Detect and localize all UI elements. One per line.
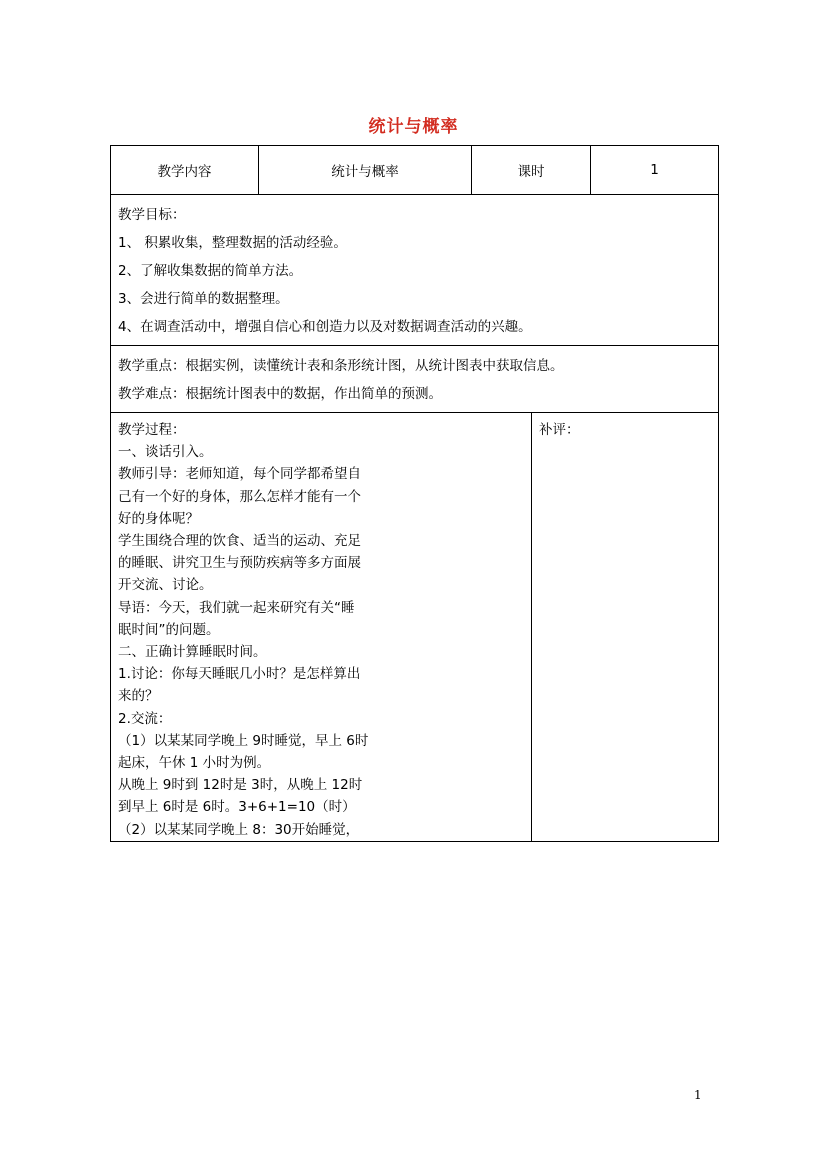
process-cell	[111, 413, 532, 842]
content-label-cell	[111, 146, 259, 195]
process-line: 来的？	[118, 688, 159, 705]
process-line: 教学过程：	[118, 422, 186, 438]
objective-item: 2、了解收集数据的简单方法。	[118, 263, 303, 279]
process-line: 己有一个好的身体，那么怎样才能有一个	[118, 488, 361, 505]
period-label: 课时	[517, 164, 545, 180]
page-title: 统计与概率	[368, 117, 459, 137]
process-line: 2.交流：	[118, 710, 172, 727]
objective-item: 1、 积累收集，整理数据的活动经验。	[118, 235, 347, 251]
content-value-cell	[259, 146, 472, 195]
process-row	[111, 413, 719, 842]
process-line: 起床，午休 1 小时为例。	[118, 755, 271, 772]
process-line: 好的身体呢？	[118, 510, 199, 527]
header-row	[111, 146, 719, 195]
objectives-cell	[111, 195, 719, 346]
process-line: 的睡眠、讲究卫生与预防疾病等多方面展	[118, 555, 361, 572]
key-point: 教学重点：根据实例，读懂统计表和条形统计图，从统计图表中获取信息。	[118, 358, 564, 374]
objective-item: 3、会进行简单的数据整理。	[118, 291, 289, 307]
comment-heading: 补评：	[539, 422, 580, 438]
process-line: 一、谈话引入。	[118, 444, 213, 461]
lesson-plan-table	[110, 145, 719, 842]
period-value: 1	[650, 162, 659, 178]
process-line: 从晚上 9时到 12时是 3时，从晚上 12时	[118, 777, 363, 794]
period-value-cell	[591, 146, 719, 195]
process-line: 导语：今天，我们就一起来研究有关“睡	[118, 599, 355, 616]
content-value: 统计与概率	[331, 164, 399, 180]
process-line: 到早上 6时是 6时。3+6+1=10（时）	[118, 799, 356, 816]
process-line: 1.讨论：你每天睡眠几小时？是怎样算出	[118, 666, 361, 683]
process-line: （2）以某某同学晚上 8：30开始睡觉，	[118, 821, 360, 838]
process-line: 教师引导：老师知道，每个同学都希望自	[118, 466, 361, 483]
content-label: 教学内容	[157, 164, 212, 180]
objective-item: 4、在调查活动中，增强自信心和创造力以及对数据调查活动的兴趣。	[118, 319, 532, 335]
process-line: （1）以某某同学晚上 9时睡觉，早上 6时	[118, 732, 369, 749]
process-line: 眠时间”的问题。	[118, 621, 220, 638]
focus-row	[111, 346, 719, 413]
period-label-cell	[472, 146, 591, 195]
process-line: 二、正确计算睡眠时间。	[118, 644, 267, 661]
objectives-heading: 教学目标：	[118, 207, 186, 223]
process-line: 学生围绕合理的饮食、适当的运动、充足	[118, 533, 361, 550]
process-line: 开交流、讨论。	[118, 577, 213, 594]
difficulty-point: 教学难点：根据统计图表中的数据，作出简单的预测。	[118, 386, 442, 402]
objectives-row	[111, 195, 719, 346]
focus-cell	[111, 346, 719, 413]
page-number: 1	[694, 1088, 702, 1102]
comment-cell	[532, 413, 719, 842]
